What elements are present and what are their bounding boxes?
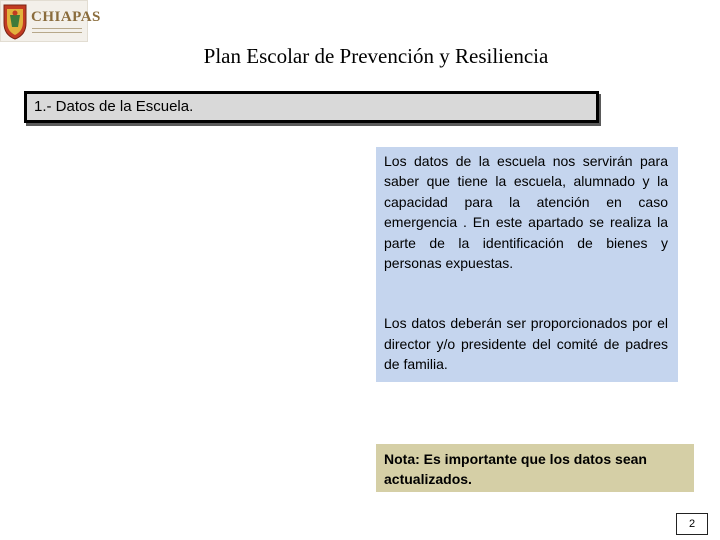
chiapas-logo [0,0,101,42]
coat-of-arms-icon [1,1,29,41]
logo-underline [32,28,82,33]
page-number: 2 [676,513,708,535]
info-box [376,147,678,382]
section-heading-bar [24,91,599,123]
note-box: Nota: Es importante que los datos sean actualizados. [376,444,694,492]
page-title: Plan Escolar de Prevención y Resiliencia [203,44,549,68]
info-paragraph-2: Los datos deberán ser proporcionados por el director y/o presidente del comité de padres de familia. [384,315,668,373]
logo-wordmark: CHIAPAS [31,9,101,25]
info-paragraph-1: Los datos de la escuela nos servirán para saber que tiene la escuela, alumnado y la capacidad para la atención en caso emergencia . En este apartado se realiza la parte de la identificación de bienes y personas expuestas. [384,153,668,272]
section-heading: 1.- Datos de la Escuela. [34,98,194,115]
